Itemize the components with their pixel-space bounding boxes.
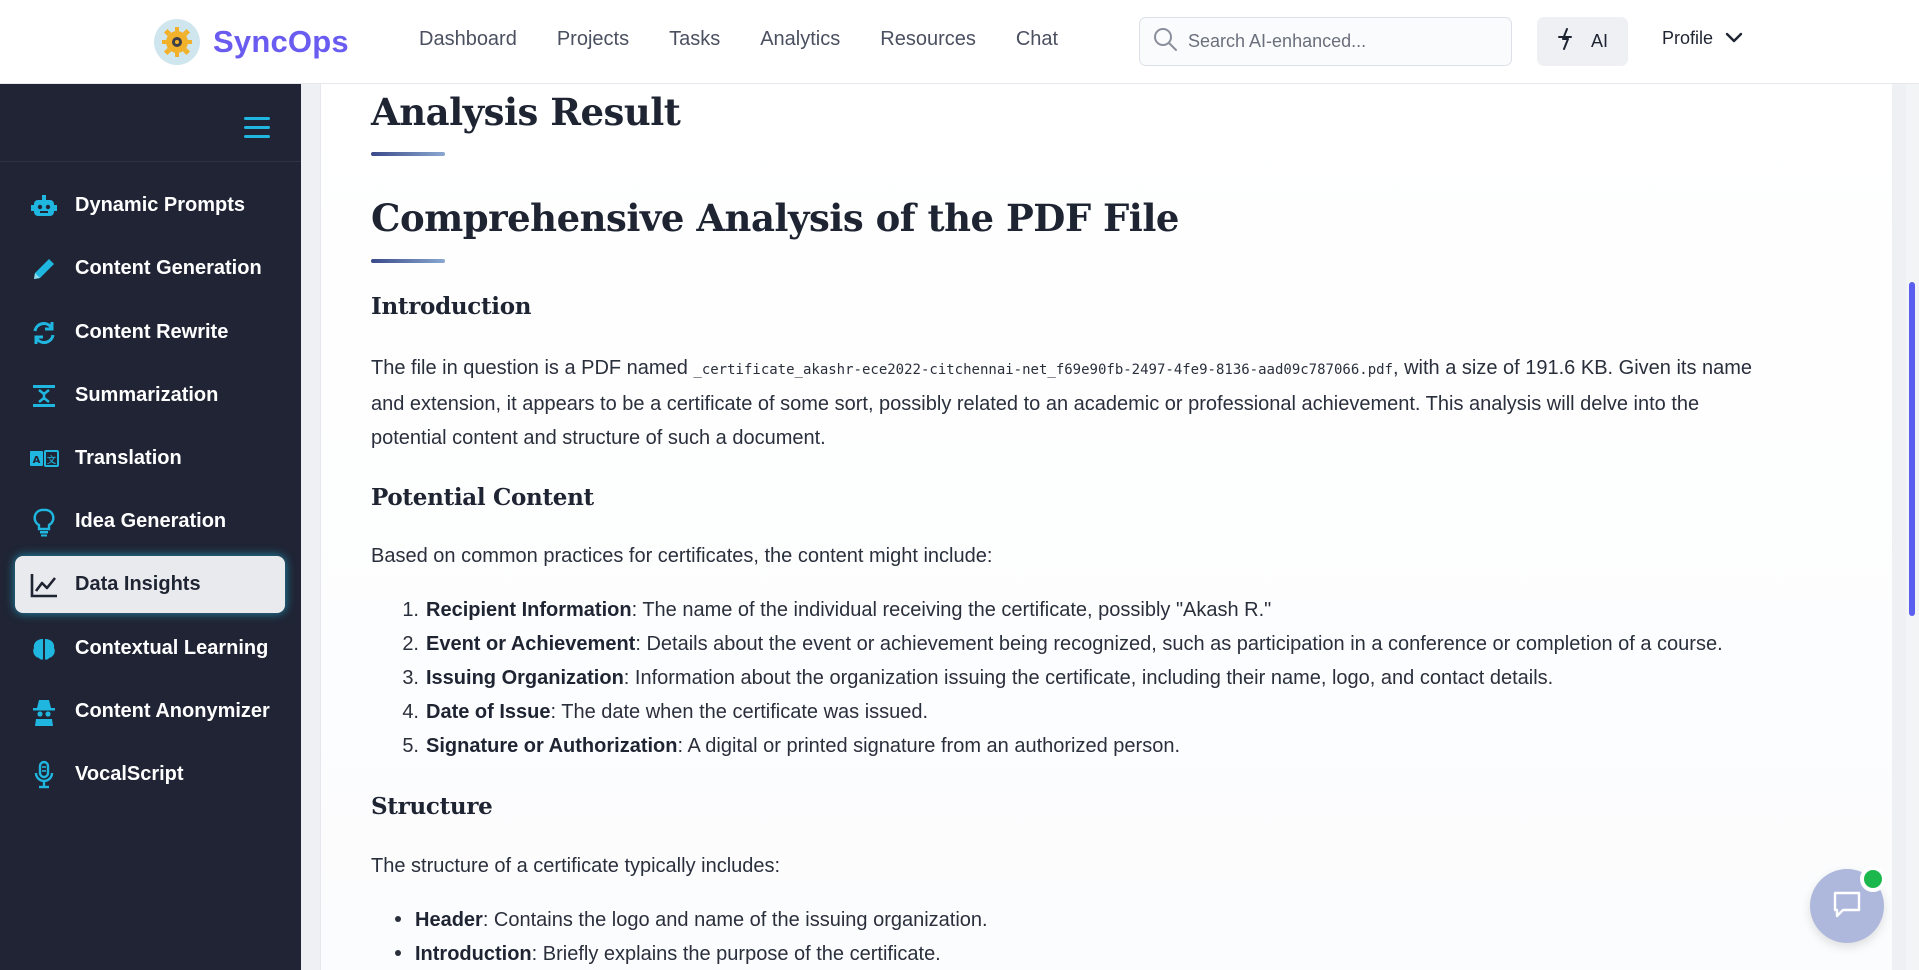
title-underline — [371, 152, 445, 156]
incognito-icon — [29, 697, 59, 727]
chat-bubble-icon — [1831, 889, 1863, 924]
ai-button[interactable] — [1537, 17, 1628, 66]
search-icon — [1152, 26, 1178, 57]
heading-potential-content: Potential Content — [371, 484, 594, 511]
nav-link-dashboard[interactable]: Dashboard — [419, 28, 517, 50]
heading-structure: Structure — [371, 793, 493, 820]
top-navbar — [0, 0, 1919, 84]
sidebar-item-label: Idea Generation — [75, 510, 227, 532]
list-item: 2. Event or Achievement: Details about the event or achievement being recognized, such as participation in a conference or completion of a course. — [402, 633, 1723, 655]
sidebar-item-label: Dynamic Prompts — [75, 194, 246, 216]
summarize-icon — [29, 381, 59, 411]
sidebar-item-label: Content Generation — [75, 257, 262, 279]
intro-filename: _certificate_akashr-ece2022-citchennai-net_f69e90fb-2497-4fe9-8136-aad09c787066.pdf — [693, 362, 1393, 378]
bullet-icon — [395, 950, 401, 956]
ai-sparkle-icon — [1557, 28, 1575, 55]
robot-icon — [29, 191, 59, 221]
sidebar-item-content-generation[interactable] — [15, 240, 285, 297]
svg-text:A: A — [32, 454, 41, 466]
intro-paragraph — [371, 351, 1821, 455]
profile-menu[interactable] — [1662, 28, 1743, 49]
intro-text: The file in question is a PDF named — [371, 357, 694, 379]
sidebar-item-content-rewrite[interactable] — [15, 304, 285, 361]
profile-label: Profile — [1662, 28, 1714, 48]
list-item: 3. Issuing Organization: Information about the organization issuing the certificate, including their name, logo, and contact details. — [402, 667, 1554, 689]
list-item: 5. Signature or Authorization: A digital or printed signature from an authorized person. — [402, 735, 1181, 757]
search-input[interactable] — [1188, 31, 1488, 52]
page-title: Analysis Result — [371, 90, 681, 134]
scrollbar-thumb[interactable] — [1909, 282, 1915, 616]
gear-logo-icon — [154, 19, 200, 65]
sidebar-item-data-insights[interactable] — [15, 556, 285, 613]
intro-text-line2: and extension, it appears to be a certificate of some sort, possibly related to an academic or professional achievement. This analysis will delve into the — [371, 393, 1700, 415]
brain-icon — [29, 634, 59, 664]
bullet-icon — [395, 916, 401, 922]
intro-text-line3: potential content and structure of such a document. — [371, 427, 826, 449]
sidebar-item-label: Content Rewrite — [75, 321, 229, 343]
lightbulb-icon — [29, 507, 59, 537]
main-nav — [419, 28, 1098, 51]
search-box — [1139, 17, 1512, 66]
list-item: 1. Recipient Information: The name of the individual receiving the certificate, possibly "Akash R." — [402, 599, 1272, 621]
list-item: 4. Date of Issue: The date when the certificate was issued. — [402, 701, 929, 723]
pencil-icon — [29, 254, 59, 284]
refresh-icon — [29, 318, 59, 348]
list-item: Header: Contains the logo and name of the issuing organization. — [395, 909, 988, 932]
svg-text:文: 文 — [46, 455, 57, 466]
translate-icon — [29, 444, 59, 474]
nav-link-resources[interactable]: Resources — [880, 28, 976, 50]
hamburger-menu-icon[interactable] — [244, 117, 270, 139]
sidebar-item-vocalscript[interactable] — [15, 746, 285, 803]
chart-line-icon — [29, 570, 59, 600]
sidebar-header — [0, 84, 301, 162]
microphone-icon — [29, 760, 59, 790]
sidebar-item-label: Contextual Learning — [75, 637, 269, 659]
nav-link-analytics[interactable]: Analytics — [760, 28, 841, 50]
ai-button-label: AI — [1590, 31, 1608, 51]
sidebar-item-label: Translation — [75, 447, 182, 469]
sidebar-item-label: Content Anonymizer — [75, 700, 270, 722]
sidebar-item-label: VocalScript — [75, 763, 184, 785]
brand[interactable] — [154, 19, 349, 65]
structure-intro: The structure of a certificate typically includes: — [371, 855, 781, 877]
sidebar-item-label: Data Insights — [75, 573, 201, 595]
sidebar-item-content-anonymizer[interactable] — [15, 683, 285, 740]
chevron-down-icon — [1725, 28, 1743, 49]
potential-intro: Based on common practices for certificates, the content might include: — [371, 545, 993, 567]
sidebar-item-summarization[interactable] — [15, 367, 285, 424]
nav-link-chat[interactable]: Chat — [1015, 28, 1059, 50]
sidebar — [0, 84, 301, 970]
sidebar-item-contextual-learning[interactable] — [15, 620, 285, 677]
sidebar-item-idea-generation[interactable] — [15, 493, 285, 550]
sidebar-item-label: Summarization — [75, 384, 219, 406]
sidebar-item-dynamic-prompts[interactable] — [15, 177, 285, 234]
nav-link-projects[interactable]: Projects — [556, 28, 630, 50]
intro-text-after: , with a size of 191.6 KB. Given its name — [1392, 357, 1753, 379]
section-title-underline — [371, 259, 445, 263]
online-status-dot — [1860, 866, 1886, 892]
heading-introduction: Introduction — [371, 293, 532, 320]
sidebar-item-translation[interactable] — [15, 430, 285, 487]
list-item: Introduction: Briefly explains the purpose of the certificate. — [395, 943, 941, 966]
nav-link-tasks[interactable]: Tasks — [669, 28, 721, 50]
brand-name: SyncOps — [213, 24, 349, 59]
section-title: Comprehensive Analysis of the PDF File — [371, 196, 1179, 240]
